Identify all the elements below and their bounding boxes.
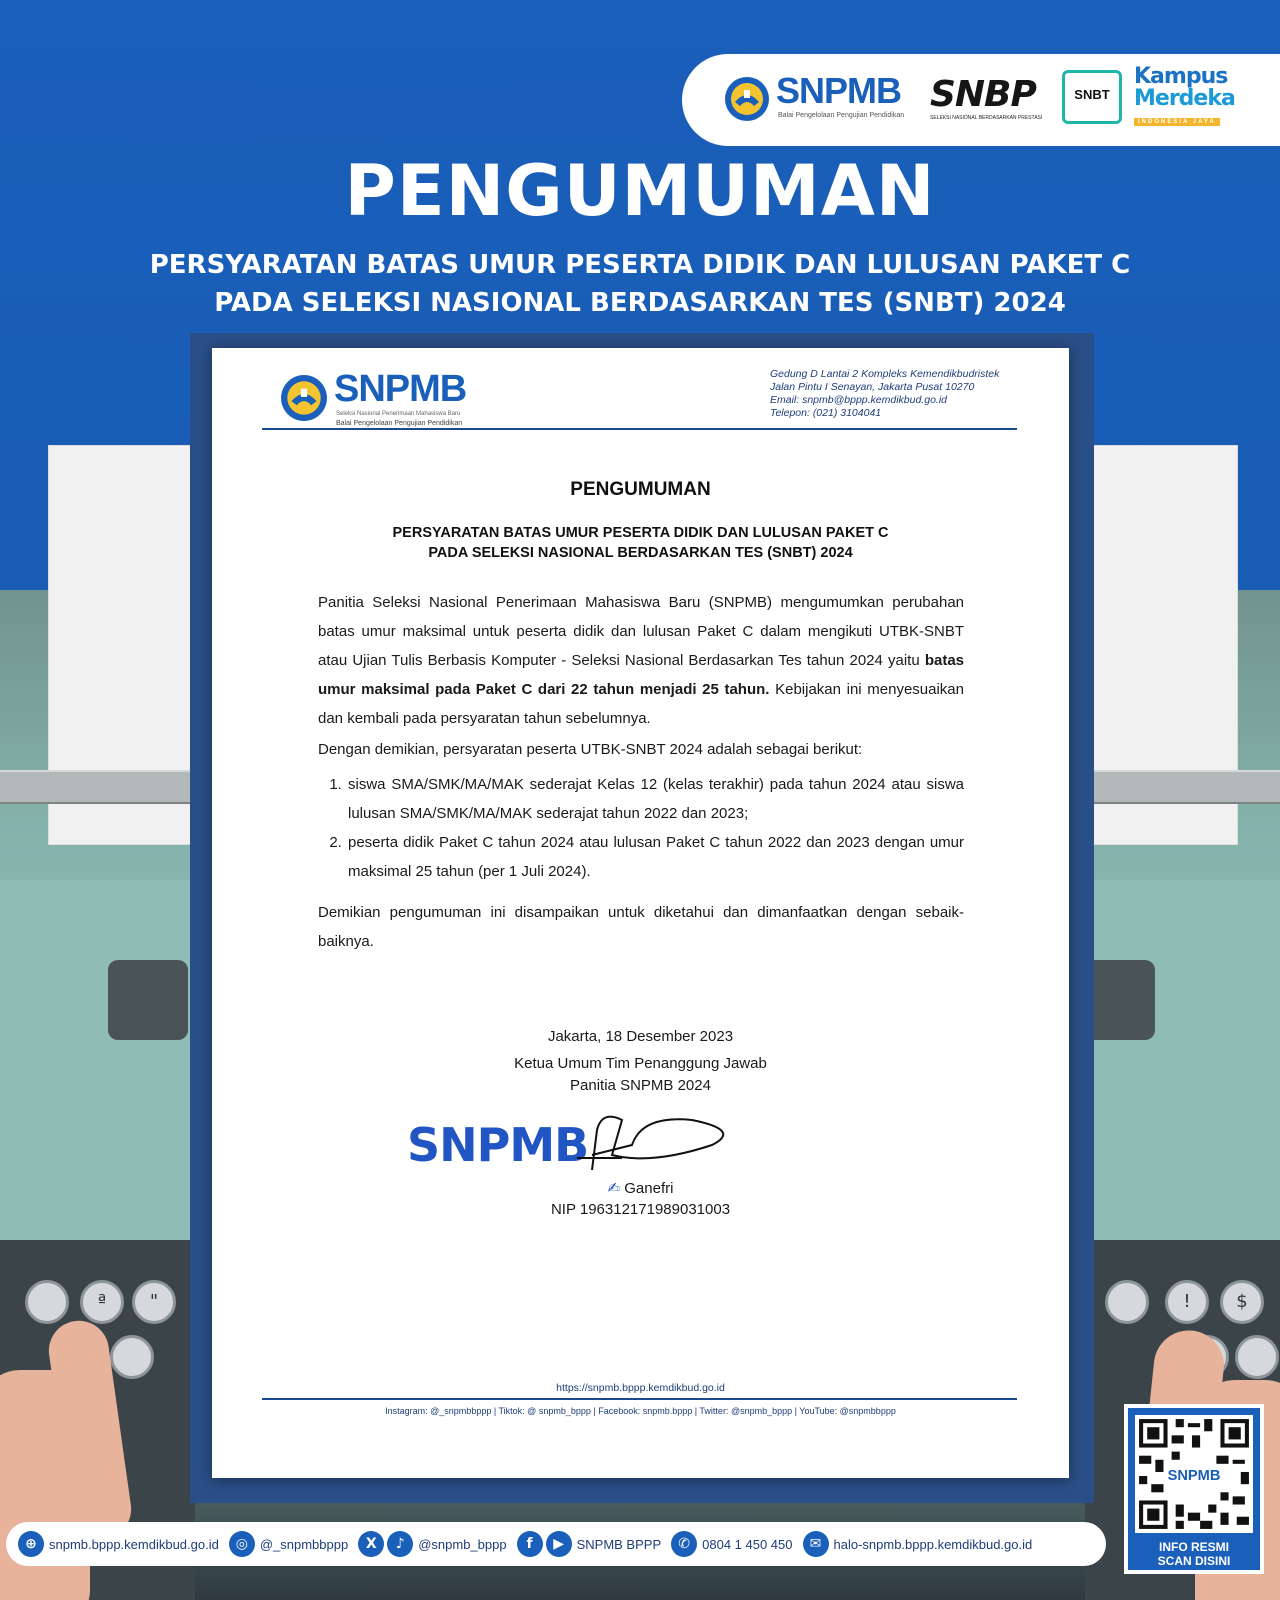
letter-body [318, 588, 964, 956]
typewriter-roller-right [1085, 770, 1280, 804]
facebook-youtube-link[interactable]: f ▶ SNPMB BPPP [517, 1531, 662, 1557]
letter-footer-social: Instagram: @_snpmbbppp | Tiktok: @ snpmb_bppp | Facebook: snpmb.bppp | Twitter: @snpmb_bppp | YouTube: @snpmbbppp [385, 1406, 896, 1416]
signer-nip: NIP 196312171989031003 [550, 1201, 731, 1218]
youtube-icon: ▶ [546, 1531, 572, 1557]
page-subtitle-line1: PERSYARATAN BATAS UMUR PESERTA DIDIK DAN LULUSAN PAKET C [149, 250, 1131, 280]
letter-subtitle-line2: PADA SELEKSI NASIONAL BERDASARKAN TES (SNBT) 2024 [428, 545, 853, 561]
website-link[interactable]: ⊕ snpmb.bppp.kemdikbud.go.id [18, 1531, 219, 1557]
snpmb-logo-subtitle: Balai Pengelolaan Pengujian Pendidikan [778, 112, 905, 119]
tut-wuri-handayani-emblem-icon [280, 374, 328, 422]
signer-name: ✍ Ganefri [607, 1179, 674, 1197]
letter-footer-url[interactable]: https://snpmb.bppp.kemdikbud.go.id [556, 1382, 725, 1394]
typewriter-keys-right: ! $ [1085, 1240, 1280, 1600]
page-subtitle-line2: PADA SELEKSI NASIONAL BERDASARKAN TES (SNBT) 2024 [214, 288, 1066, 318]
letterhead-logo [280, 368, 480, 428]
partner-logo-bar [682, 54, 1280, 146]
qr-code-icon [1135, 1415, 1253, 1533]
svg-text:SNPMB: SNPMB [1167, 1468, 1221, 1485]
snpmb-logo [724, 70, 924, 130]
letter-footer-divider [262, 1398, 1017, 1400]
letter-subtitle-line1: PERSYARATAN BATAS UMUR PESERTA DIDIK DAN LULUSAN PAKET C [392, 525, 889, 541]
snbp-logo-subtitle: SELEKSI NASIONAL BERDASARKAN PRESTASI [930, 115, 1043, 121]
x-icon: X [358, 1531, 384, 1557]
body-paragraph-1: Panitia Seleksi Nasional Penerimaan Mahasiswa Baru (SNPMB) mengumumkan perubahan batas umur maksimal untuk peserta didik dan lulusan Paket C dalam mengikuti UTBK-SNBT atau Ujian Tulis Berbasis Komputer - Seleksi Nasional Berdasarkan Tes tahun 2024 yaitu batas umur maksimal pada Paket C dari 22 tahun menjadi 25 tahun. Kebijakan ini menyesuaikan dan kembali pada persyaratan tahun sebelumnya. [318, 594, 964, 727]
kampus-merdeka-logo [1134, 66, 1244, 136]
typewriter-keys-left: ª " [0, 1240, 195, 1600]
snpmb-wordmark: SNPMB [776, 70, 902, 111]
body-paragraph-3: Demikian pengumuman ini disampaikan untuk diketahui dan dimanfaatkan dengan sebaik-baiknya. [318, 904, 964, 950]
qr-caption: INFO RESMI SCAN DISINI [1157, 1540, 1231, 1568]
typewriter-body-right [1085, 880, 1280, 1240]
globe-icon: ⊕ [18, 1531, 44, 1557]
requirements-list [346, 770, 964, 886]
signer-info [212, 1178, 1069, 1220]
body-paragraph-2: Dengan demikian, persyaratan peserta UTBK-SNBT 2024 adalah sebagai berikut: [318, 741, 863, 758]
place-date: Jakarta, 18 Desember 2023 [547, 1028, 734, 1045]
letter-subtitle [212, 523, 1069, 563]
phone-link[interactable]: ✆ 0804 1 450 450 [671, 1531, 792, 1557]
kampus-merdeka-tagline: INDONESIA JAYA [1134, 118, 1220, 126]
typewriter-body-left [0, 880, 195, 1240]
letterhead-address [770, 368, 1060, 420]
snbp-logo [930, 74, 1050, 130]
letter-title: PENGUMUMAN [570, 479, 711, 500]
handwritten-signature [572, 1100, 752, 1180]
list-item: 2. peserta didik Paket C tahun 2024 atau lulusan Paket C tahun 2022 dan 2023 dengan umur maksimal 25 tahun (per 1 Juli 2024). [346, 828, 964, 886]
email-link[interactable]: ✉ halo-snpmb.bppp.kemdikbud.go.id [803, 1531, 1033, 1557]
signer-position-line1: Ketua Umum Tim Penanggung Jawab [514, 1055, 767, 1072]
snbp-wordmark: SNBP [930, 74, 1036, 115]
kampus-merdeka-line1: Kampus [1134, 64, 1228, 89]
snpmb-stamp: SNPMB [407, 1118, 589, 1172]
esign-icon: ✍ [607, 1179, 621, 1197]
address-phone: Telepon: (021) 3104041 [770, 407, 882, 419]
typewriter-roller-left [0, 770, 195, 804]
instagram-icon: ◎ [229, 1531, 255, 1557]
qr-code-box[interactable] [1124, 1404, 1264, 1574]
address-line: Jalan Pintu I Senayan, Jakarta Pusat 10270 [770, 381, 975, 393]
snbt-logo: SNBT [1062, 70, 1122, 124]
letterhead-divider [262, 428, 1017, 430]
letterhead-subtitle-1: Seleksi Nasional Penerimaan Mahasiswa Baru [336, 411, 461, 417]
contact-bar [6, 1522, 1106, 1566]
letterhead-subtitle-2: Balai Pengelolaan Pengujian Pendidikan [336, 420, 463, 427]
address-line: Gedung D Lantai 2 Kompleks Kemendikbudristek [770, 368, 1000, 380]
x-tiktok-link[interactable]: X ♪ @snpmb_bppp [358, 1531, 506, 1557]
list-item: 1. siswa SMA/SMK/MA/MAK sederajat Kelas 12 (kelas terakhir) pada tahun 2024 atau siswa lulusan SMA/SMK/MA/MAK sederajat tahun 2022 dan 2023; [346, 770, 964, 828]
letterhead-wordmark: SNPMB [334, 368, 467, 410]
signature-block [212, 1026, 1069, 1097]
phone-icon: ✆ [671, 1531, 697, 1557]
kampus-merdeka-line2: Merdeka [1134, 86, 1235, 111]
mail-icon: ✉ [803, 1531, 829, 1557]
page-title: PENGUMUMAN [344, 150, 936, 232]
facebook-icon: f [517, 1531, 543, 1557]
page-subtitle [60, 246, 1220, 322]
tiktok-icon: ♪ [387, 1531, 413, 1557]
address-email: Email: snpmb@bppp.kemdikbud.go.id [770, 394, 948, 406]
tut-wuri-handayani-emblem-icon [724, 76, 770, 122]
signer-position-line2: Panitia SNPMB 2024 [570, 1077, 711, 1094]
announcement-letter [212, 348, 1069, 1478]
highlighted-age-limit: batas umur maksimal pada Paket C dari 22 tahun menjadi 25 tahun. [318, 652, 964, 698]
instagram-link[interactable]: ◎ @_snpmbbppp [229, 1531, 348, 1557]
